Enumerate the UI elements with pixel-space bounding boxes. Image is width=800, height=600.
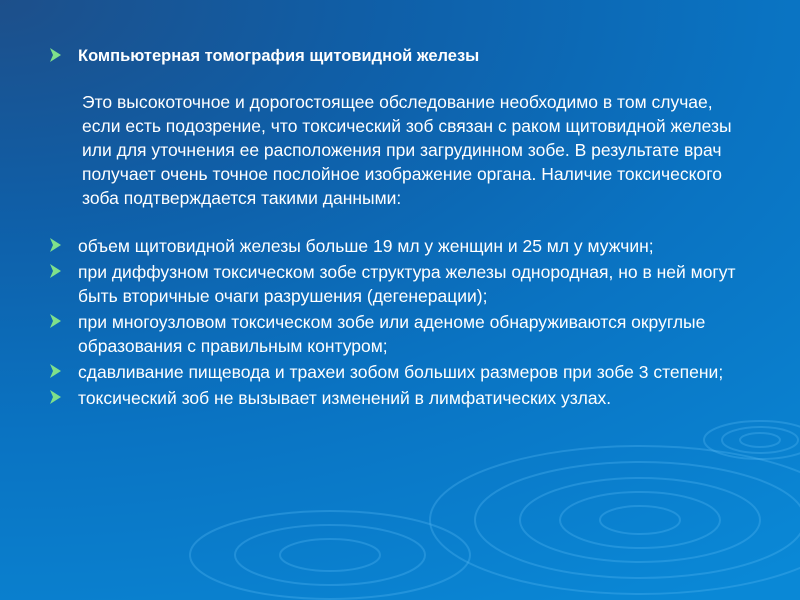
list-item: [48, 260, 748, 308]
slide-heading: Компьютерная томография щитовидной железы: [78, 47, 480, 65]
list-item: [48, 234, 748, 258]
list-item-text: токсический зоб не вызывает изменений в лимфатических узлах.: [78, 388, 612, 408]
arrow-bullet-icon: [48, 262, 62, 280]
arrow-bullet-icon: [48, 312, 62, 330]
arrow-bullet-icon: [48, 388, 62, 406]
arrow-bullet-icon: [48, 236, 62, 254]
slide-heading-row: [48, 44, 748, 68]
arrow-bullet-icon: [48, 46, 62, 64]
list-item-text: при диффузном токсическом зобе структура железы однородная, но в ней могут быть вторичные очаги разрушения (дегенерации);: [78, 262, 736, 306]
list-item: [48, 310, 748, 358]
intro-paragraph: Это высокоточное и дорогостоящее обследование необходимо в том случае, если есть подозрение, что токсический зоб связан с раком щитовидной железы или для уточнения ее расположения при загрудинном зобе. В результате врач получает очень точное послойное изображение органа. Наличие токсического зоба подтверждается такими данными:: [82, 92, 732, 208]
arrow-bullet-icon: [48, 362, 62, 380]
slide-content: [48, 44, 748, 412]
list-item: [48, 360, 748, 384]
list-item-text: сдавливание пищевода и трахеи зобом больших размеров при зобе 3 степени;: [78, 362, 724, 382]
list-item: [48, 386, 748, 410]
list-item-text: объем щитовидной железы больше 19 мл у женщин и 25 мл у мужчин;: [78, 236, 654, 256]
list-item-text: при многоузловом токсическом зобе или аденоме обнаруживаются округлые образования с правильным контуром;: [78, 312, 706, 356]
